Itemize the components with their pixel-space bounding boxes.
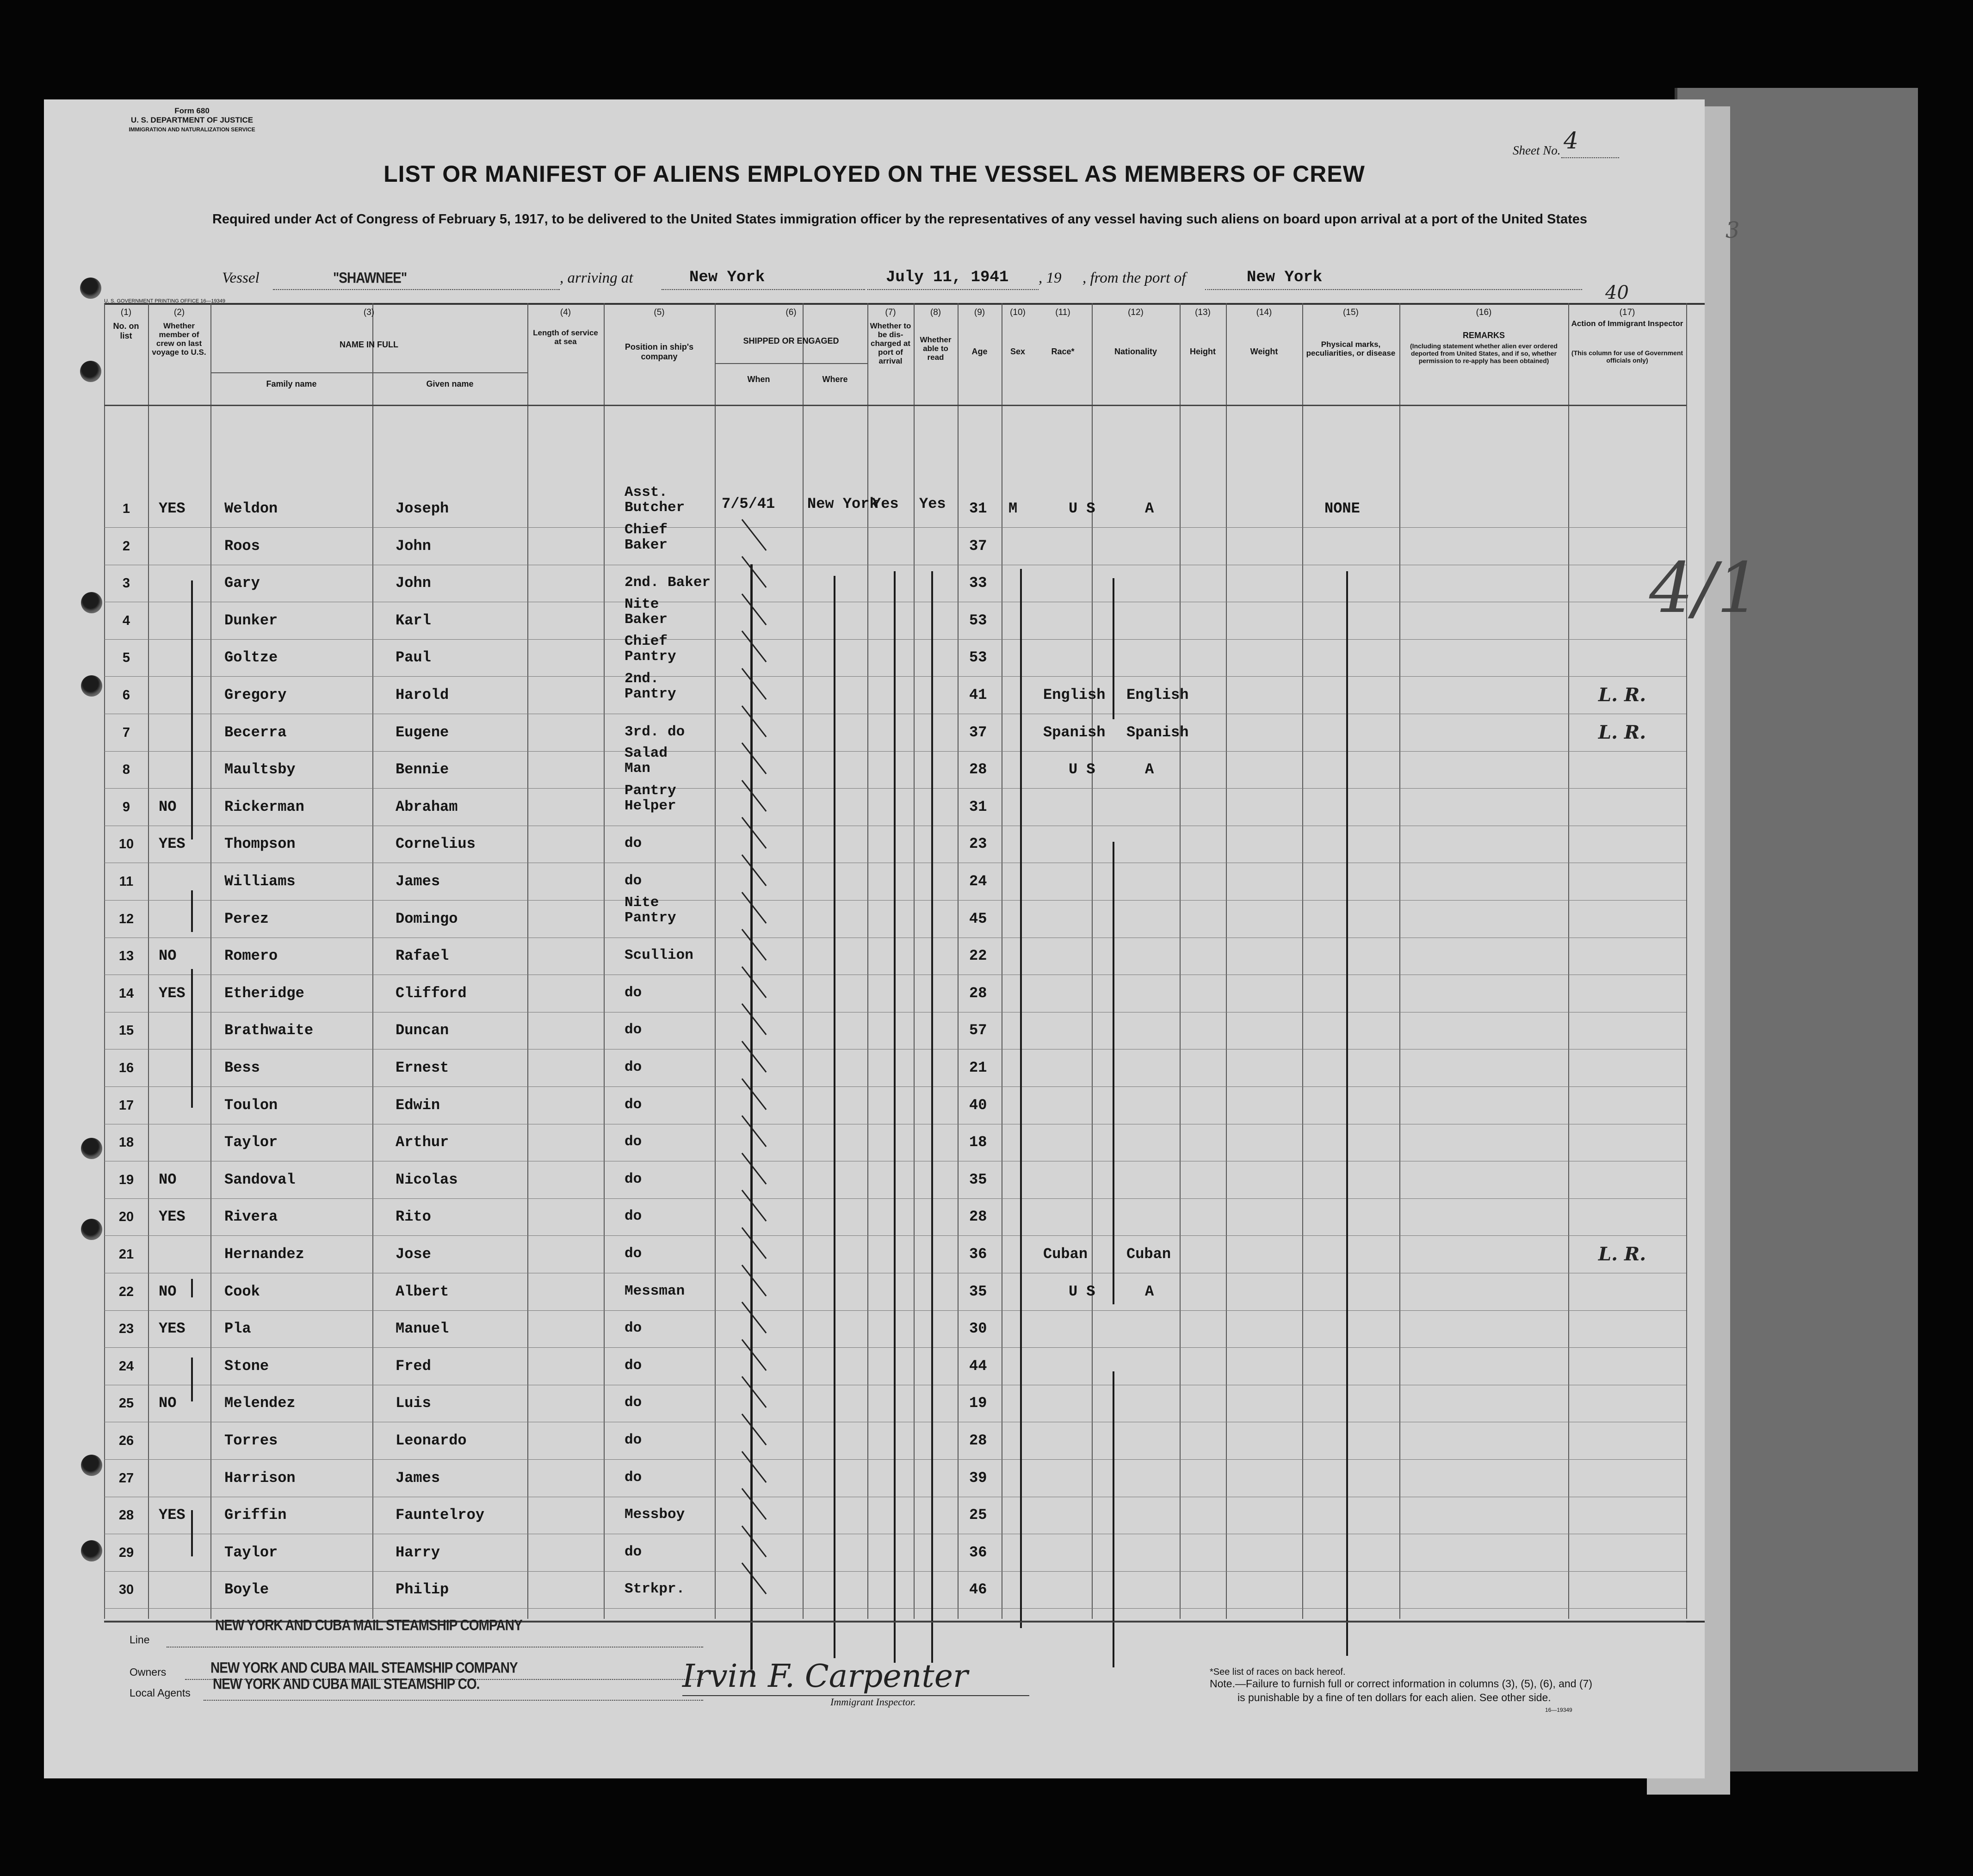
- age: 31: [969, 500, 987, 517]
- given-name: Leonardo: [396, 1432, 467, 1449]
- race: U S: [1069, 761, 1095, 778]
- ship-position: Pantry: [625, 909, 676, 926]
- col-header-remarks: REMARKS: [1462, 331, 1505, 340]
- family-name: Boyle: [224, 1581, 269, 1598]
- footnote-penalty-cont: is punishable by a fine of ten dollars for each alien. See other side.: [1237, 1691, 1551, 1703]
- race: English: [1043, 686, 1106, 704]
- col-header-nationality: Nationality: [1114, 347, 1157, 356]
- crew-member-last-voyage: YES: [159, 500, 186, 517]
- row-number: 7: [122, 725, 130, 740]
- ship-position: do: [625, 1432, 642, 1448]
- row-number: 24: [118, 1358, 134, 1374]
- margin-mark: 4/1: [1649, 548, 1761, 629]
- shipped-when: 7/5/41: [722, 495, 775, 512]
- given-name: Joseph: [396, 500, 449, 517]
- crew-member-last-voyage: NO: [159, 798, 177, 815]
- ship-position: Chief: [625, 521, 668, 538]
- ship-position: do: [625, 1469, 642, 1486]
- year-label: , 19: [1039, 270, 1062, 286]
- physical-marks: NONE: [1324, 500, 1360, 517]
- row-number: 4: [122, 613, 130, 628]
- ship-position: do: [625, 1171, 642, 1187]
- crew-member-last-voyage: NO: [159, 947, 177, 965]
- family-name: Romero: [224, 947, 278, 965]
- col-header-given: Given name: [426, 379, 474, 389]
- printing-office: U. S. GOVERNMENT PRINTING OFFICE 16—19349: [104, 298, 226, 304]
- age: 46: [969, 1581, 987, 1598]
- ship-position: do: [625, 873, 642, 889]
- given-name: Rafael: [396, 947, 449, 965]
- able-to-read: Yes: [919, 495, 946, 512]
- row-number: 23: [118, 1321, 134, 1337]
- race: Spanish: [1043, 723, 1106, 741]
- footnote-races: *See list of races on back hereof.: [1210, 1667, 1346, 1677]
- punch-hole: [81, 1219, 102, 1240]
- ship-position: Salad: [625, 745, 668, 762]
- age: 31: [969, 798, 987, 815]
- col-header-name: NAME IN FULL: [340, 340, 398, 349]
- col-header-when: When: [747, 375, 770, 384]
- footnote-penalty: Note.—Failure to furnish full or correct information in columns (3), (5), (6), and (7): [1210, 1678, 1593, 1690]
- col-header-sex: Sex: [1010, 347, 1026, 356]
- col-num: (8): [930, 308, 941, 317]
- col-header-where: Where: [822, 375, 848, 384]
- age: 18: [969, 1134, 987, 1151]
- family-name: Torres: [224, 1432, 278, 1449]
- crew-member-last-voyage: YES: [159, 1506, 186, 1524]
- ship-position: 2nd.: [625, 671, 659, 687]
- page-subtitle: Required under Act of Congress of February 5, 1917, to be delivered to the United States immigration officer by the representatives of any vessel having such aliens on board upon arrival at a port of the United States: [212, 212, 1588, 227]
- family-name: Taylor: [224, 1134, 278, 1151]
- punch-hole: [81, 1138, 102, 1159]
- given-name: Fauntelroy: [396, 1506, 485, 1524]
- family-name: Brathwaite: [224, 1022, 314, 1039]
- given-name: Domingo: [396, 910, 458, 927]
- inspector-action: L. R.: [1598, 721, 1646, 743]
- inspector-signature: Irvin F. Carpenter: [682, 1658, 968, 1695]
- owners-stamp: NEW YORK AND CUBA MAIL STEAMSHIP COMPANY: [210, 1659, 518, 1676]
- col-num: (12): [1128, 308, 1144, 317]
- col-header-height: Height: [1190, 347, 1216, 356]
- given-name: Fred: [396, 1357, 431, 1375]
- family-name: Sandoval: [224, 1171, 296, 1188]
- row-number: 2: [122, 538, 130, 554]
- line-stamp: NEW YORK AND CUBA MAIL STEAMSHIP COMPANY: [215, 1617, 522, 1634]
- ship-position: do: [625, 1022, 642, 1038]
- given-name: John: [396, 574, 431, 592]
- row-number: 17: [118, 1098, 134, 1113]
- col-header-length: Length of service at sea: [533, 328, 598, 346]
- manifest-table: [104, 303, 1705, 1623]
- given-name: John: [396, 537, 431, 555]
- family-name: Thompson: [224, 835, 296, 853]
- family-name: Dunker: [224, 611, 278, 629]
- row-number: 3: [122, 576, 130, 591]
- col-header-race: Race*: [1051, 347, 1075, 356]
- col-header-weight: Weight: [1250, 347, 1278, 356]
- age: 41: [969, 686, 987, 704]
- row-number: 11: [119, 874, 134, 889]
- ship-position: Baker: [625, 537, 668, 553]
- age: 36: [969, 1246, 987, 1263]
- page-title: LIST OR MANIFEST OF ALIENS EMPLOYED ON THE VESSEL AS MEMBERS OF CREW: [383, 161, 1365, 187]
- col-num: (1): [120, 308, 132, 317]
- from-port: New York: [1247, 269, 1323, 286]
- arrival-date: July 11, 1941: [886, 269, 1009, 286]
- page-mark: 40: [1605, 282, 1629, 303]
- given-name: James: [396, 1469, 440, 1487]
- nationality: A: [1145, 1283, 1154, 1300]
- ship-position: 3rd. do: [625, 723, 685, 740]
- col-header-position: Position in ship's company: [625, 342, 694, 361]
- ship-position: Pantry: [625, 648, 676, 665]
- crew-member-last-voyage: NO: [159, 1395, 177, 1412]
- given-name: Harold: [396, 686, 449, 704]
- col-num: (3): [363, 308, 375, 317]
- form-code: 16—19349: [1545, 1707, 1572, 1713]
- row-number: 9: [122, 799, 130, 815]
- given-name: Abraham: [396, 798, 458, 815]
- col-header-no: No. on list: [113, 321, 139, 340]
- service: IMMIGRATION AND NATURALIZATION SERVICE: [129, 126, 255, 133]
- row-number: 15: [118, 1023, 134, 1038]
- age: 23: [969, 835, 987, 853]
- ship-position: 2nd. Baker: [625, 574, 711, 591]
- ship-position: do: [625, 1208, 642, 1225]
- age: 53: [969, 649, 987, 666]
- inspector-action: L. R.: [1598, 684, 1646, 706]
- age: 28: [969, 1208, 987, 1226]
- form-number: Form 680: [174, 106, 210, 115]
- col-num: (11): [1055, 308, 1070, 317]
- age: 21: [969, 1059, 987, 1076]
- arriving-label: , arriving at: [560, 270, 633, 286]
- family-name: Toulon: [224, 1096, 278, 1114]
- age: 53: [969, 611, 987, 629]
- shipped-where: New York: [807, 495, 878, 512]
- ship-position: do: [625, 1357, 642, 1374]
- row-number: 19: [118, 1172, 134, 1187]
- crew-member-last-voyage: NO: [159, 1283, 177, 1300]
- ship-position: Strkpr.: [625, 1581, 685, 1598]
- remarks-note: (Including statement whether alien ever ordered deported from United States, and if so, whether permission to re-apply has been obtained): [1410, 342, 1558, 364]
- vessel-name: "SHAWNEE": [333, 269, 407, 286]
- age: 57: [969, 1022, 987, 1039]
- col-header-read: Whether able to read: [920, 335, 952, 362]
- ship-position: Messman: [625, 1283, 685, 1299]
- age: 22: [969, 947, 987, 965]
- punch-hole: [80, 361, 101, 382]
- inspector-label: Immigrant Inspector.: [830, 1696, 916, 1708]
- nationality: A: [1145, 761, 1154, 778]
- col-num: (15): [1343, 308, 1359, 317]
- family-name: Etheridge: [224, 984, 304, 1002]
- family-name: Harrison: [224, 1469, 296, 1487]
- sheet-label: Sheet No.: [1513, 143, 1561, 157]
- ship-position: do: [625, 835, 642, 852]
- given-name: Edwin: [396, 1096, 440, 1114]
- form-identifier: [123, 106, 261, 134]
- given-name: Rito: [396, 1208, 431, 1226]
- col-num: (10): [1010, 308, 1026, 317]
- ship-position: do: [625, 1134, 642, 1150]
- inspector-action: L. R.: [1598, 1243, 1646, 1265]
- ship-position: Helper: [625, 797, 676, 814]
- given-name: Karl: [396, 611, 431, 629]
- col-num: (16): [1476, 308, 1492, 317]
- owners-label: Owners: [130, 1666, 167, 1678]
- age: 19: [969, 1395, 987, 1412]
- row-number: 26: [118, 1433, 134, 1448]
- ship-position: Nite: [625, 596, 659, 612]
- punch-hole: [81, 675, 102, 697]
- ship-position: Scullion: [625, 947, 693, 964]
- given-name: Nicolas: [396, 1171, 458, 1188]
- row-number: 22: [118, 1284, 134, 1299]
- row-number: 6: [122, 688, 130, 703]
- ship-position: Asst.: [625, 484, 668, 500]
- col-num: (4): [560, 308, 571, 317]
- arriving-port: New York: [689, 269, 765, 286]
- col-num: (17): [1619, 308, 1635, 317]
- col-header-shipped: SHIPPED OR ENGAGED: [743, 336, 839, 346]
- given-name: Duncan: [396, 1022, 449, 1039]
- given-name: Bennie: [396, 761, 449, 778]
- given-name: Harry: [396, 1543, 440, 1561]
- sheet-number: 4: [1564, 127, 1578, 154]
- ship-position: Baker: [625, 611, 668, 628]
- punch-hole: [81, 592, 102, 613]
- row-number: 8: [122, 762, 130, 778]
- given-name: Eugene: [396, 723, 449, 741]
- age: 45: [969, 910, 987, 927]
- nationality: Cuban: [1126, 1246, 1171, 1263]
- col-num: (13): [1195, 308, 1211, 317]
- punch-hole: [81, 1455, 102, 1476]
- age: 44: [969, 1357, 987, 1375]
- age: 25: [969, 1506, 987, 1524]
- crew-member-last-voyage: YES: [159, 1320, 186, 1338]
- family-name: Pla: [224, 1320, 251, 1338]
- nationality: English: [1126, 686, 1189, 704]
- age: 40: [969, 1096, 987, 1114]
- age: 36: [969, 1543, 987, 1561]
- col-num: (6): [785, 308, 797, 317]
- crew-member-last-voyage: NO: [159, 1171, 177, 1188]
- ship-position: do: [625, 1246, 642, 1262]
- col-header-member: Whether member of crew on last voyage to U.S.: [152, 321, 206, 357]
- age: 35: [969, 1283, 987, 1300]
- row-number: 27: [118, 1470, 134, 1486]
- ship-position: Pantry: [625, 782, 676, 799]
- nationality: A: [1145, 500, 1154, 517]
- ship-position: do: [625, 1543, 642, 1560]
- age: 28: [969, 761, 987, 778]
- given-name: Manuel: [396, 1320, 449, 1338]
- col-num: (9): [974, 308, 985, 317]
- family-name: Stone: [224, 1357, 269, 1375]
- row-number: 16: [118, 1061, 134, 1075]
- family-name: Griffin: [224, 1506, 287, 1524]
- age: 37: [969, 723, 987, 741]
- family-name: Rivera: [224, 1208, 278, 1226]
- race: Cuban: [1043, 1246, 1088, 1263]
- age: 28: [969, 984, 987, 1002]
- row-number: 29: [118, 1545, 134, 1560]
- department: U. S. DEPARTMENT OF JUSTICE: [130, 116, 254, 124]
- crew-member-last-voyage: YES: [159, 835, 186, 853]
- family-name: Taylor: [224, 1543, 278, 1561]
- row-number: 5: [122, 650, 130, 666]
- col-num: (2): [173, 308, 185, 317]
- family-name: Rickerman: [224, 798, 304, 815]
- row-number: 20: [118, 1210, 134, 1225]
- given-name: Arthur: [396, 1134, 449, 1151]
- family-name: Cook: [224, 1283, 260, 1300]
- to-be-discharged: Yes: [872, 495, 899, 512]
- family-name: Hernandez: [224, 1246, 304, 1263]
- given-name: Luis: [396, 1395, 431, 1412]
- family-name: Roos: [224, 537, 260, 555]
- crew-member-last-voyage: YES: [159, 1208, 186, 1226]
- family-name: Melendez: [224, 1395, 296, 1412]
- col-header-family: Family name: [266, 379, 317, 389]
- col-header-physical: Physical marks, peculiarities, or disease: [1306, 340, 1396, 358]
- ship-position: Messboy: [625, 1506, 685, 1523]
- race: U S: [1069, 1283, 1095, 1300]
- given-name: Clifford: [396, 984, 467, 1002]
- ship-position: do: [625, 1096, 642, 1113]
- col-num: (5): [654, 308, 665, 317]
- ship-position: do: [625, 1059, 642, 1075]
- punch-hole: [81, 1540, 102, 1561]
- crew-member-last-voyage: YES: [159, 984, 186, 1002]
- row-number: 14: [118, 986, 134, 1001]
- ship-position: do: [625, 1320, 642, 1337]
- ship-position: Butcher: [625, 500, 685, 516]
- punch-hole: [80, 278, 101, 299]
- ship-position: Man: [625, 760, 650, 777]
- age: 33: [969, 574, 987, 592]
- side-mark: 3: [1726, 217, 1740, 243]
- ship-position: Pantry: [625, 686, 676, 702]
- age: 30: [969, 1320, 987, 1338]
- family-name: Maultsby: [224, 761, 296, 778]
- col-header-age: Age: [971, 347, 988, 356]
- line-label: Line: [130, 1634, 150, 1646]
- row-number: 1: [122, 501, 130, 516]
- ship-position: do: [625, 984, 642, 1001]
- ship-position: do: [625, 1395, 642, 1411]
- col-header-discharged: Whether to be dis-charged at port of arrival: [870, 321, 911, 365]
- family-name: Bess: [224, 1059, 260, 1076]
- row-number: 18: [118, 1135, 134, 1150]
- row-number: 12: [118, 911, 134, 926]
- row-number: 10: [118, 837, 134, 852]
- row-number: 30: [118, 1582, 134, 1598]
- given-name: James: [396, 873, 440, 890]
- family-name: Becerra: [224, 723, 287, 741]
- ship-position: Nite: [625, 894, 659, 911]
- row-number: 25: [118, 1396, 134, 1411]
- ship-position: Chief: [625, 633, 668, 650]
- col-header-action: Action of Immigrant Inspector: [1571, 319, 1683, 328]
- given-name: Philip: [396, 1581, 449, 1598]
- from-port-label: , from the port of: [1082, 270, 1186, 286]
- race: U S: [1069, 500, 1095, 517]
- family-name: Weldon: [224, 500, 278, 517]
- given-name: Albert: [396, 1283, 449, 1300]
- family-name: Gary: [224, 574, 260, 592]
- row-number: 13: [118, 949, 134, 964]
- local-agents-label: Local Agents: [130, 1687, 191, 1699]
- age: 35: [969, 1171, 987, 1188]
- age: 24: [969, 873, 987, 890]
- age: 28: [969, 1432, 987, 1449]
- row-divider: [104, 527, 1686, 528]
- row-number: 28: [118, 1508, 134, 1523]
- family-name: Williams: [224, 873, 296, 890]
- given-name: Cornelius: [396, 835, 476, 853]
- local-agents-stamp: NEW YORK AND CUBA MAIL STEAMSHIP CO.: [213, 1675, 480, 1692]
- family-name: Gregory: [224, 686, 287, 704]
- family-name: Perez: [224, 910, 269, 927]
- nationality: Spanish: [1126, 723, 1189, 741]
- given-name: Ernest: [396, 1059, 449, 1076]
- row-number: 21: [118, 1247, 134, 1262]
- action-note: (This column for use of Government officials only): [1571, 349, 1683, 364]
- col-num: (14): [1256, 308, 1272, 317]
- family-name: Goltze: [224, 649, 278, 666]
- age: 37: [969, 537, 987, 555]
- manifest-page: [44, 99, 1761, 1778]
- age: 39: [969, 1469, 987, 1487]
- given-name: Jose: [396, 1246, 431, 1263]
- given-name: Paul: [396, 649, 431, 666]
- vessel-label: Vessel: [222, 270, 260, 286]
- col-num: (7): [885, 308, 896, 317]
- sex: M: [1008, 500, 1018, 517]
